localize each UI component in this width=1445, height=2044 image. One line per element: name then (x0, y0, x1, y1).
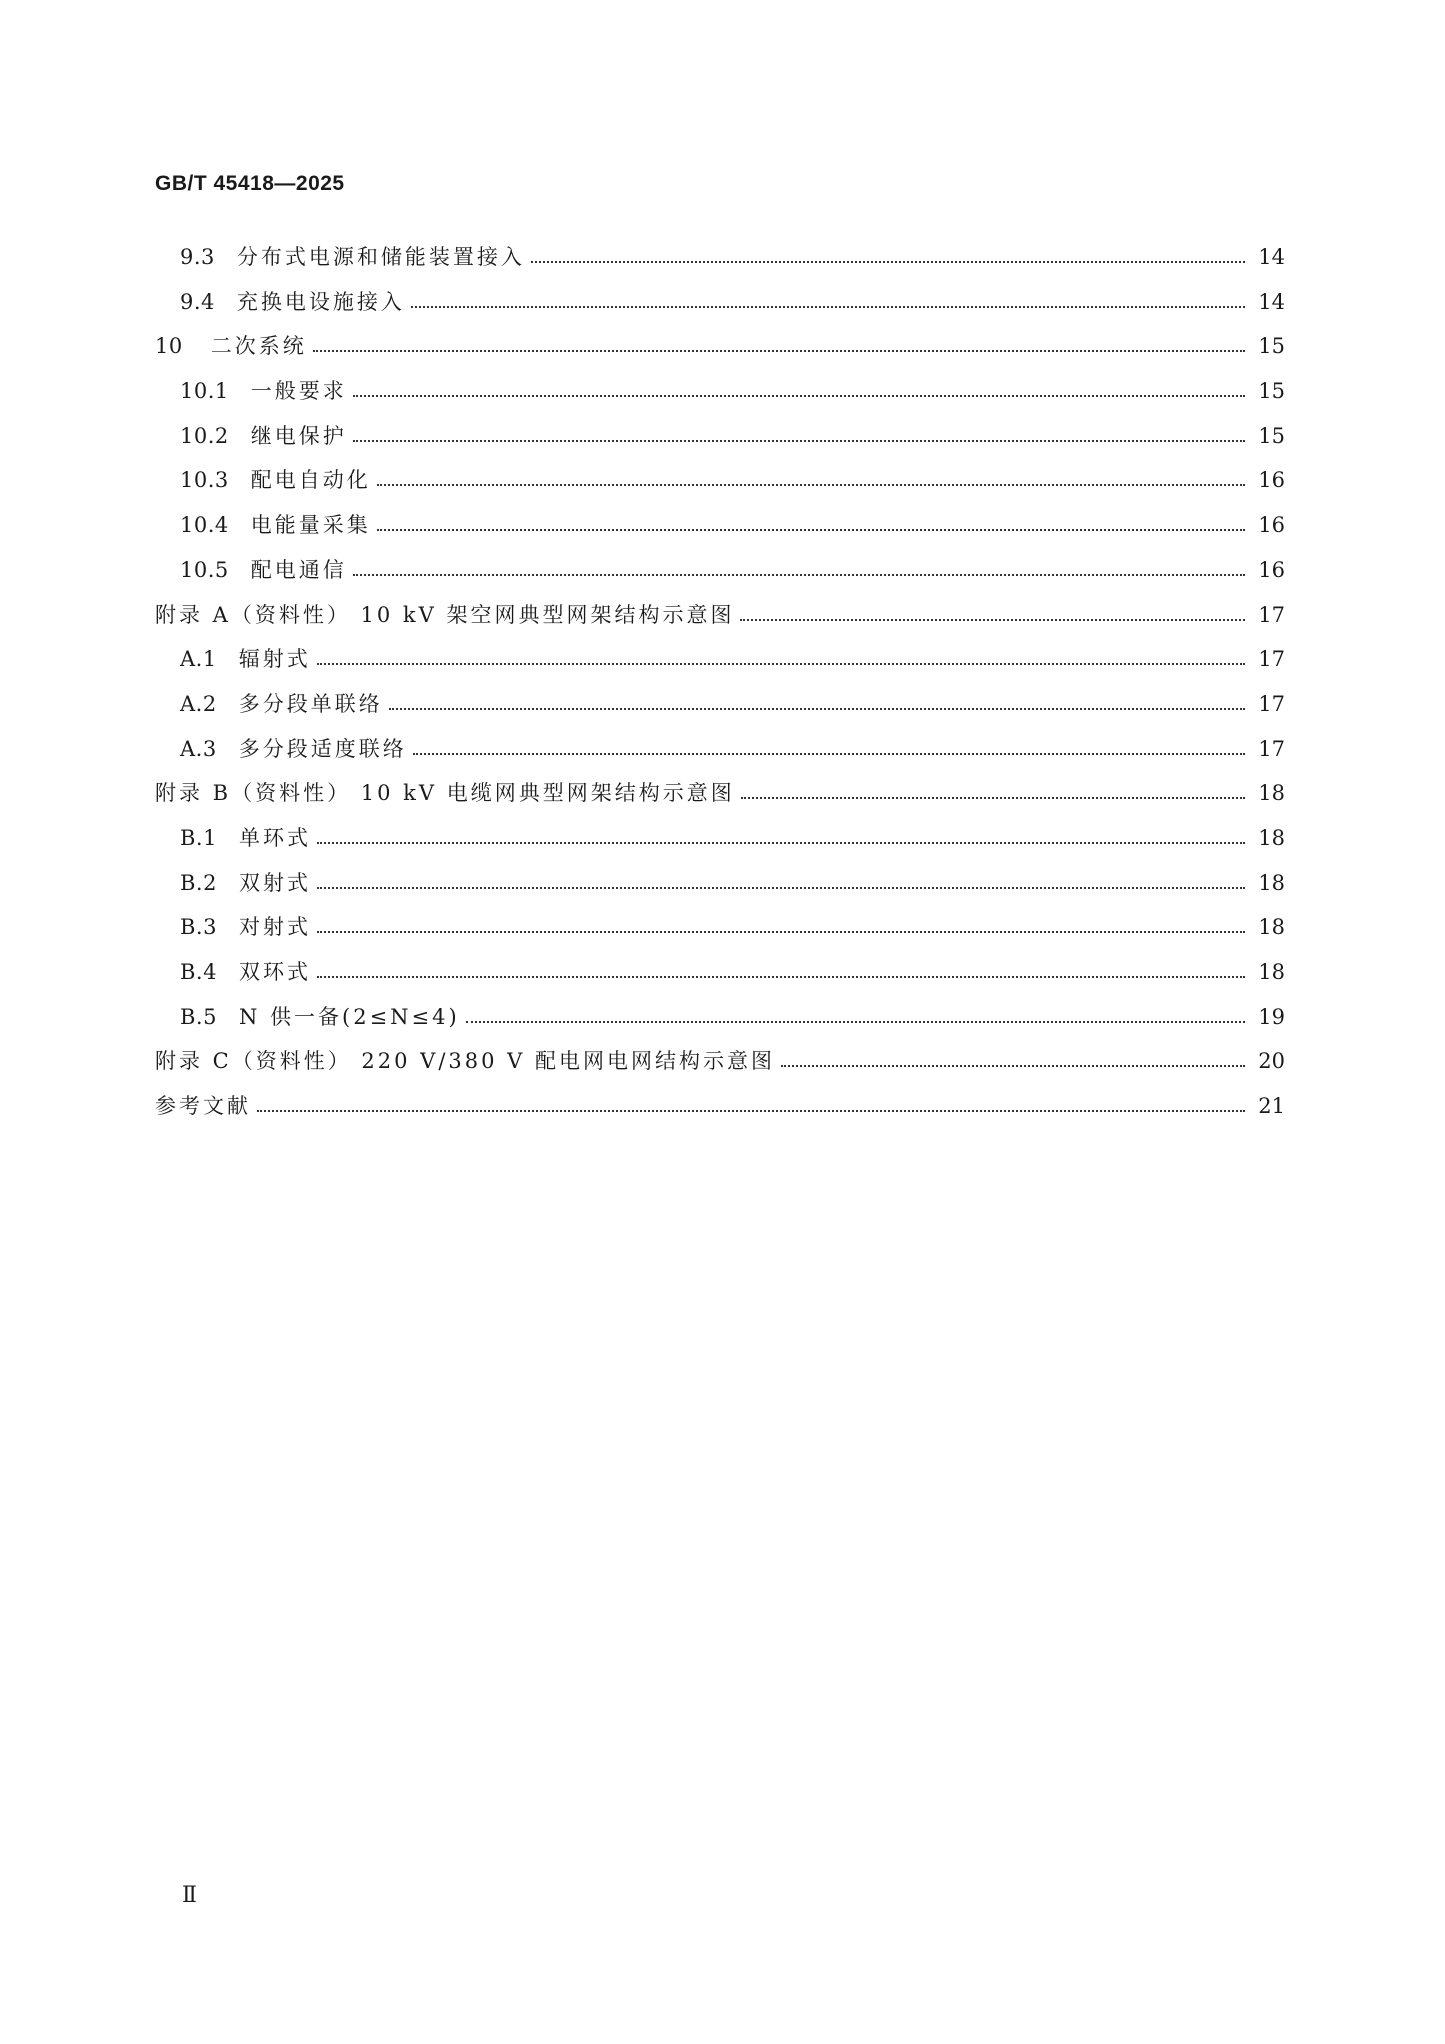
toc-entry[interactable] (155, 905, 1285, 950)
toc-entry-number: A.1 (180, 647, 217, 672)
toc-entry-title: 电能量采集 (250, 513, 371, 538)
toc-entry-page: 19 (1258, 1004, 1285, 1029)
toc-leader-dots (317, 961, 1245, 982)
toc-entry-number: B.5 (180, 1004, 217, 1029)
toc-entry[interactable] (155, 414, 1285, 459)
toc-entry[interactable] (155, 861, 1285, 906)
toc-leader-dots (413, 738, 1245, 759)
toc-entry[interactable] (155, 816, 1285, 861)
toc-entry-number: 10.4 (180, 513, 229, 538)
toc-entry[interactable] (155, 280, 1285, 325)
toc-entry[interactable] (155, 458, 1285, 503)
toc-entry-number: 10.3 (180, 468, 229, 493)
toc-entry-page: 17 (1258, 691, 1285, 716)
toc-entry-title: 多分段适度联络 (238, 736, 407, 761)
toc-entry-page: 17 (1258, 736, 1285, 761)
toc-entry[interactable] (155, 235, 1285, 280)
toc-entry[interactable] (155, 1039, 1285, 1084)
toc-leader-dots (353, 425, 1245, 446)
toc-leader-dots (531, 246, 1245, 267)
toc-entry-page: 18 (1258, 960, 1285, 984)
toc-entry[interactable] (155, 995, 1285, 1040)
toc-leader-dots (377, 469, 1245, 490)
toc-entry-title: 分布式电源和储能装置接入 (236, 245, 525, 269)
toc-entry-page: 17 (1258, 647, 1285, 672)
toc-entry-title: 附录 B（资料性） 10 kV 电缆网典型网架结构示意图 (155, 781, 735, 806)
table-of-contents (155, 235, 1285, 1129)
toc-leader-dots (740, 604, 1245, 625)
toc-leader-dots (411, 291, 1245, 312)
toc-leader-dots (313, 335, 1245, 356)
toc-leader-dots (257, 1095, 1245, 1116)
toc-entry-number: A.3 (180, 736, 217, 761)
toc-entry-title: 辐射式 (238, 647, 311, 672)
toc-entry-page: 18 (1258, 825, 1285, 850)
toc-entry[interactable] (155, 727, 1285, 772)
toc-entry-title: 继电保护 (250, 423, 347, 448)
toc-entry-title: 充换电设施接入 (236, 289, 405, 314)
toc-leader-dots (317, 648, 1245, 669)
toc-leader-dots (317, 827, 1245, 848)
toc-entry[interactable] (155, 950, 1285, 995)
toc-entry-title: 多分段单联络 (238, 691, 383, 716)
toc-entry-title: 单环式 (238, 825, 311, 850)
toc-leader-dots (377, 514, 1245, 535)
toc-leader-dots (353, 380, 1245, 401)
toc-entry-number: 10 (155, 334, 183, 359)
toc-entry-number: 9.3 (180, 245, 215, 269)
toc-entry-number: 10.2 (180, 423, 229, 448)
toc-entry-title: 对射式 (238, 915, 311, 940)
toc-entry[interactable] (155, 637, 1285, 682)
toc-entry[interactable] (155, 548, 1285, 593)
toc-entry[interactable] (155, 771, 1285, 816)
toc-entry-number: A.2 (180, 691, 217, 716)
toc-entry-title: 附录 C（资料性） 220 V/380 V 配电网电网结构示意图 (155, 1049, 776, 1074)
toc-entry[interactable] (155, 369, 1285, 414)
toc-leader-dots (317, 916, 1245, 937)
toc-entry-title: 附录 A（资料性） 10 kV 架空网典型网架结构示意图 (155, 602, 735, 627)
toc-entry-page: 21 (1258, 1094, 1285, 1119)
toc-entry-page: 15 (1258, 379, 1285, 404)
toc-entry-title: 双射式 (238, 870, 311, 895)
toc-entry-title: 二次系统 (210, 334, 307, 359)
toc-entry-number: 10.1 (180, 379, 229, 404)
toc-entry-page: 17 (1258, 602, 1285, 627)
toc-entry-page: 18 (1258, 781, 1285, 806)
toc-entry-title: 一般要求 (250, 379, 347, 404)
toc-leader-dots (389, 693, 1245, 714)
toc-entry-number: B.4 (180, 960, 217, 984)
page-number: Ⅱ (182, 1883, 197, 1908)
toc-entry-title: 参考文献 (155, 1094, 251, 1119)
document-code: GB/T 45418—2025 (155, 172, 345, 195)
toc-entry-page: 15 (1258, 423, 1285, 448)
toc-leader-dots (353, 559, 1245, 580)
toc-entry-page: 18 (1258, 915, 1285, 940)
toc-entry-page: 16 (1258, 468, 1285, 493)
toc-entry[interactable] (155, 324, 1285, 369)
toc-entry-page: 16 (1258, 513, 1285, 538)
toc-entry-title: 配电自动化 (250, 468, 371, 493)
toc-leader-dots (741, 782, 1245, 803)
toc-entry-number: B.3 (180, 915, 217, 940)
toc-entry-page: 18 (1258, 870, 1285, 895)
toc-entry[interactable] (155, 1084, 1285, 1129)
toc-entry-number: B.1 (180, 825, 217, 850)
toc-entry-title: 双环式 (238, 960, 311, 984)
toc-entry-title: N 供一备(2≤N≤4) (238, 1004, 460, 1029)
toc-entry-number: 10.5 (180, 557, 229, 582)
toc-leader-dots (317, 872, 1245, 893)
toc-leader-dots (466, 1006, 1245, 1027)
toc-entry-page: 16 (1258, 557, 1285, 582)
toc-entry-number: 9.4 (180, 289, 215, 314)
toc-entry-page: 14 (1258, 245, 1285, 269)
toc-entry[interactable] (155, 503, 1285, 548)
toc-leader-dots (781, 1050, 1245, 1071)
toc-entry-page: 14 (1258, 289, 1285, 314)
toc-entry-page: 20 (1258, 1049, 1285, 1074)
toc-entry-number: B.2 (180, 870, 217, 895)
toc-entry-page: 15 (1258, 334, 1285, 359)
toc-entry-title: 配电通信 (250, 557, 347, 582)
toc-entry[interactable] (155, 593, 1285, 638)
toc-entry[interactable] (155, 682, 1285, 727)
